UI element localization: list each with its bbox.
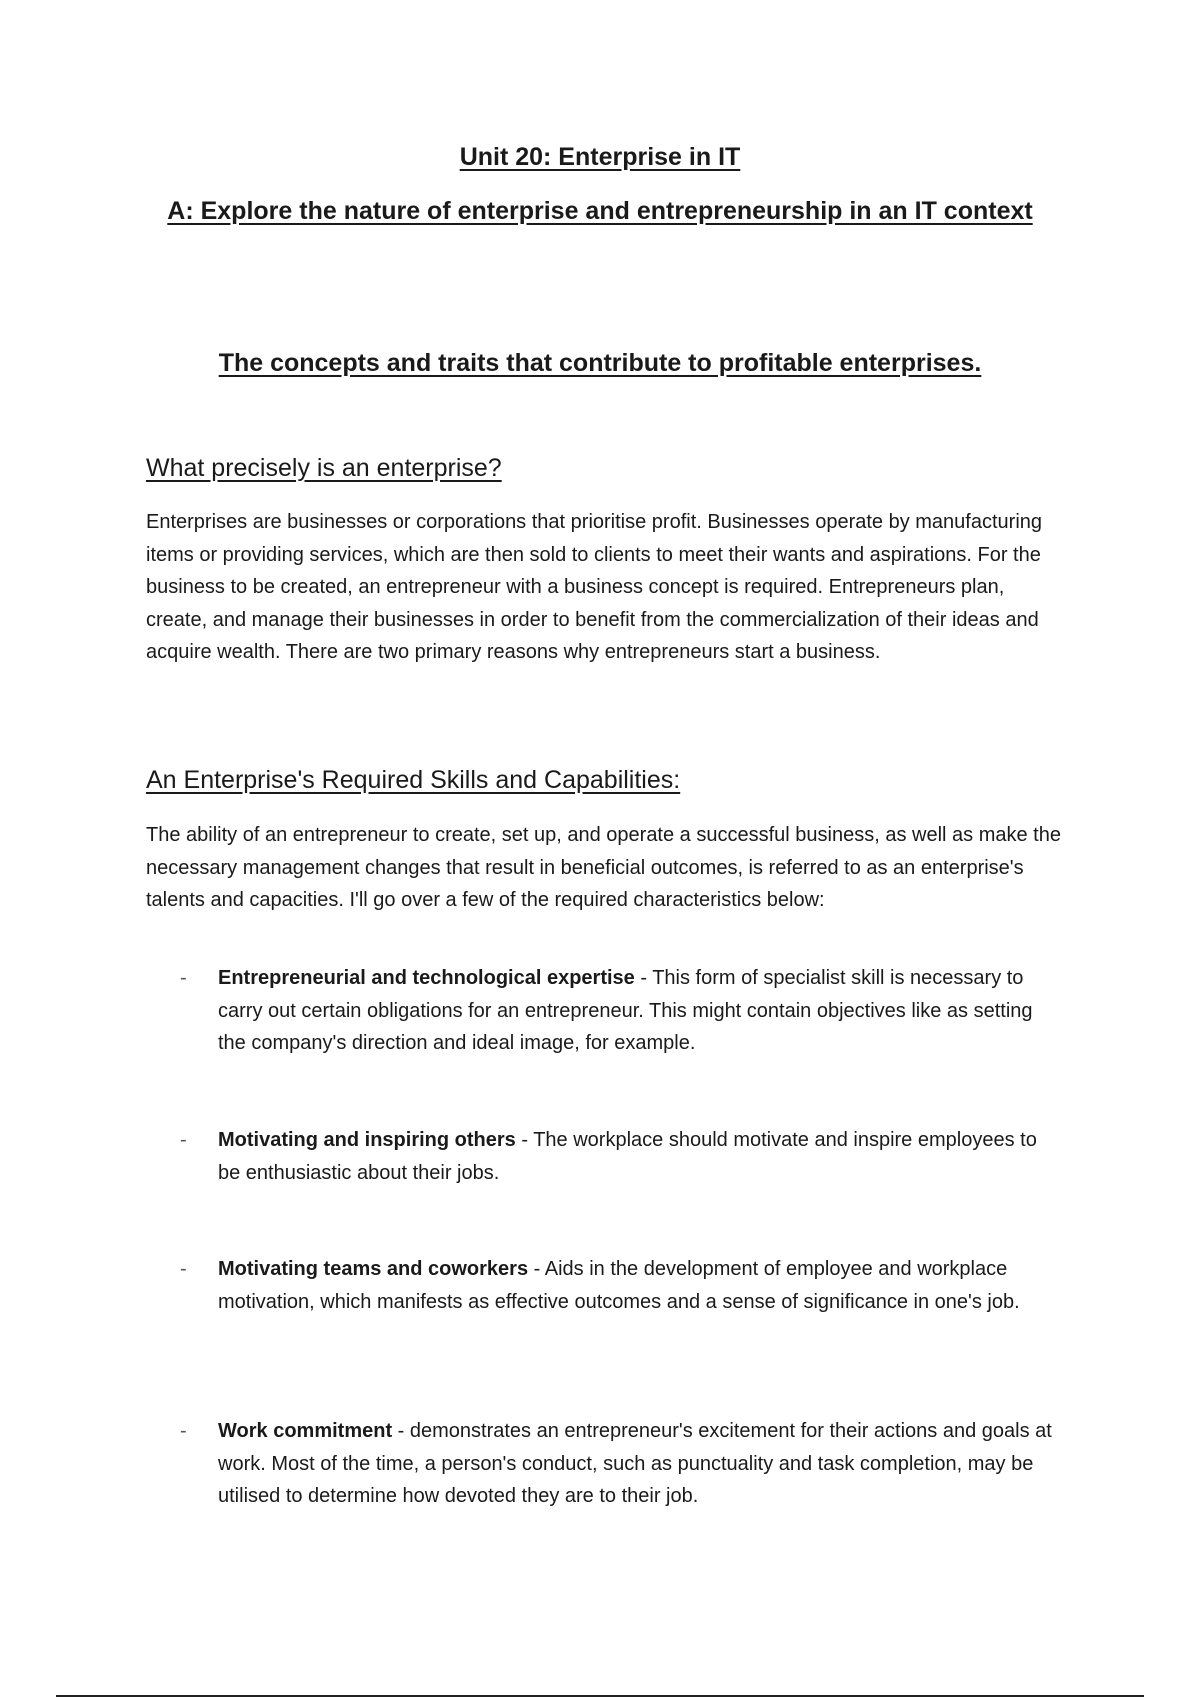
bullet-dash: -	[180, 1258, 187, 1280]
document-subtitle: A: Explore the nature of enterprise and entrepreneurship in an IT context	[167, 197, 1033, 225]
paragraph-what-is-enterprise: Enterprises are businesses or corporations that prioritise profit. Businesses operate by manufacturing items or providing services, which are then sold to clients to meet their wants and aspirations. For the business to be created, an entrepreneur with a business concept is required. Entrepreneurs plan, create, and manage their businesses in order to benefit from the commercialization of their ideas and acquire wealth. There are two primary reasons why entrepreneurs start a business.	[146, 511, 1043, 663]
footer-divider	[56, 1695, 1144, 1697]
heading-what-is-enterprise: What precisely is an enterprise?	[146, 454, 502, 482]
bullet-text	[218, 1253, 1060, 1318]
document-title: Unit 20: Enterprise in IT	[459, 143, 741, 171]
bullet-term: Motivating teams and coworkers	[218, 1258, 529, 1280]
paragraph-required-skills: The ability of an entrepreneur to create, set up, and operate a successful business, as well as make the necessary management changes that result in beneficial outcomes, is referred to as an enterprise's talents and capacities. I'll go over a few of the required characteristics below:	[146, 824, 1061, 911]
bullet-description: - demonstrates an entrepreneur's excitement for their actions and goals at work. Most of the time, a person's conduct, such as punctuality and task completion, may be utilised to determine how devoted they are to their job.	[218, 1420, 1052, 1507]
bullet-text	[218, 962, 1060, 1060]
section-title: The concepts and traits that contribute to profitable enterprises.	[218, 349, 982, 377]
bullet-text	[218, 1124, 1060, 1189]
bullet-term: Entrepreneurial and technological expertise	[218, 967, 635, 989]
bullet-description: - Aids in the development of employee and workplace motivation, which manifests as effective outcomes and a sense of significance in one's job.	[218, 1258, 1020, 1313]
bullet-term: Motivating and inspiring others	[218, 1129, 516, 1151]
bullet-term: Work commitment	[218, 1420, 393, 1442]
bullet-text	[218, 1415, 1060, 1513]
bullet-dash: -	[180, 967, 187, 989]
heading-required-skills: An Enterprise's Required Skills and Capabilities:	[146, 766, 681, 794]
bullet-description: - The workplace should motivate and inspire employees to be enthusiastic about their jobs.	[218, 1129, 1037, 1184]
bullet-dash: -	[180, 1420, 187, 1442]
bullet-dash: -	[180, 1129, 187, 1151]
bullet-description: - This form of specialist skill is necessary to carry out certain obligations for an entrepreneur. This might contain objectives like as setting the company's direction and ideal image, for example.	[218, 967, 1033, 1054]
